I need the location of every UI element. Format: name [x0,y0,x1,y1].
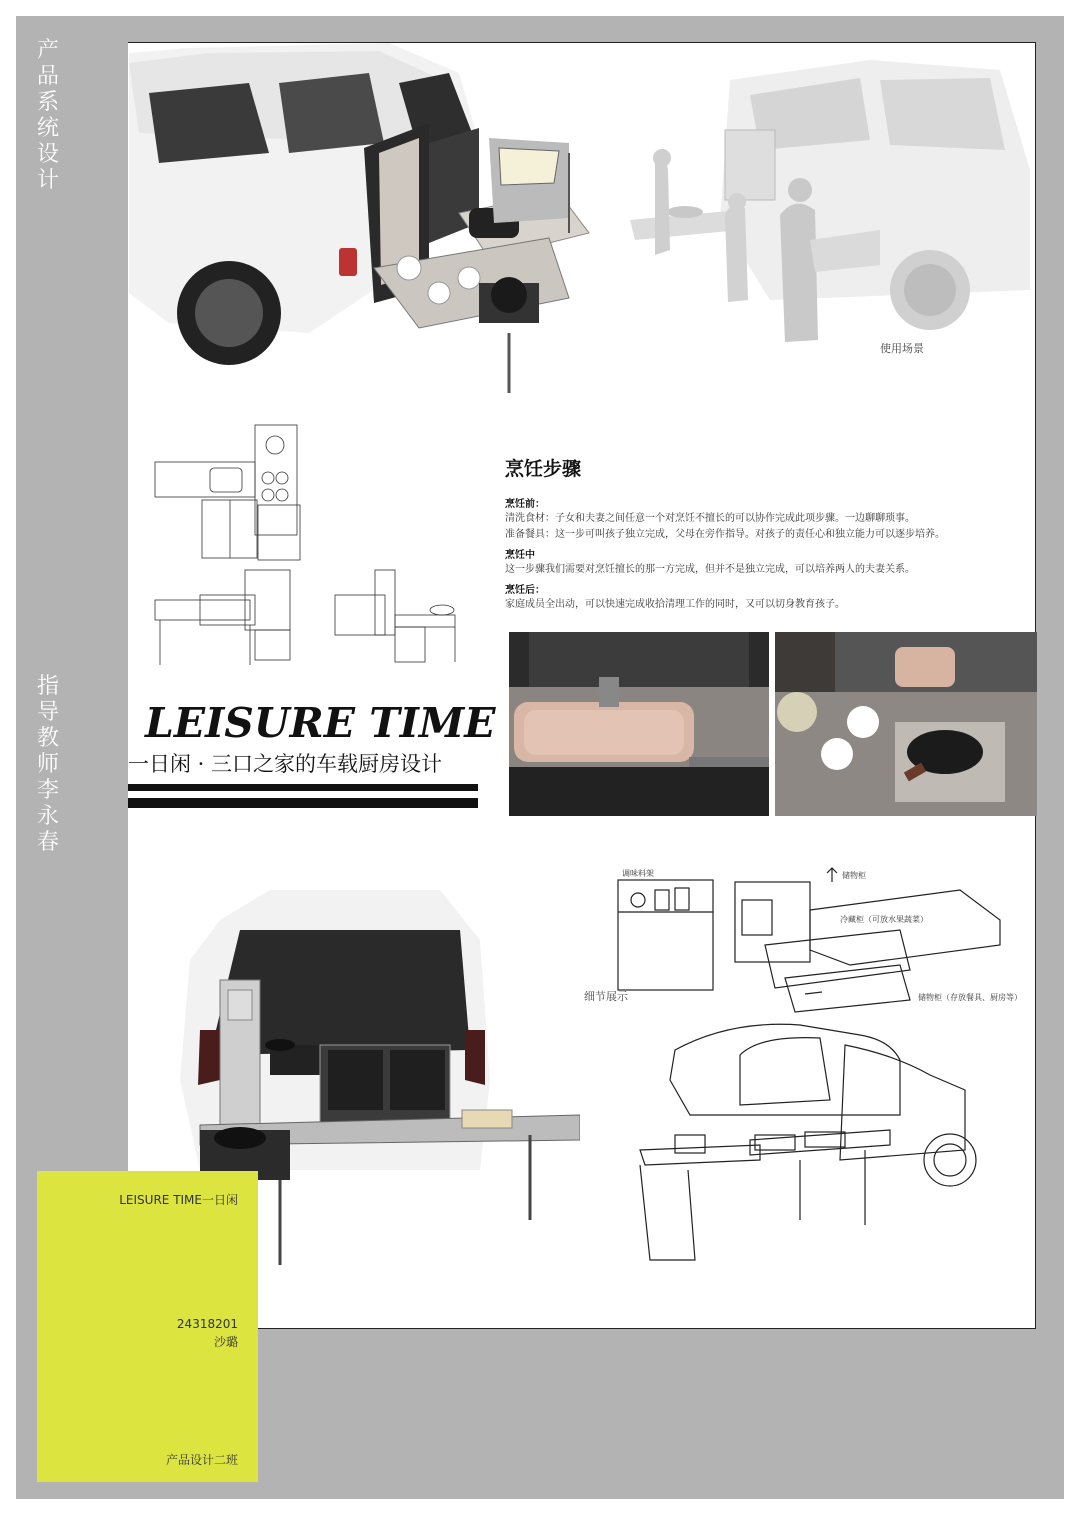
sketch-note-cabinet: 储物柜（存放餐具、厨房等） [918,993,1022,1002]
teacher-char: 永 [36,804,59,829]
teacher-vertical-title [34,674,62,856]
brand-subtitle: 一日闲 · 三口之家的车载厨房设计 [128,752,443,776]
stove-detail-photo [775,632,1037,816]
suv-kitchen-render [129,43,599,403]
course-char: 品 [36,64,59,89]
sketch-note-storage: 储物柜 [842,871,866,880]
project-title: LEISURE TIME一日闲 [119,1193,238,1207]
student-name: 沙璐 [213,1335,238,1349]
teacher-char: 指 [36,674,59,699]
info-card [37,1171,258,1482]
during-text: 这一步骤我们需要对烹饪擅长的那一方完成，但并不是独立完成，可以培养两人的夫妻关系。 [505,564,915,575]
decor-bar [128,798,478,808]
student-id: 24318201 [176,1317,238,1331]
course-vertical-title [34,38,62,194]
teacher-char: 教 [36,726,59,751]
sink-detail-photo [509,632,769,816]
after-text: 家庭成员全出动，可以快速完成收拾清理工作的同时，又可以切身教育孩子。 [505,599,845,610]
before-title: 烹饪前： [505,499,545,510]
teacher-char: 师 [36,752,59,777]
course-char: 统 [36,116,59,141]
decor-bar [128,784,478,791]
scene-caption: 使用场景 [880,342,924,355]
sketch-note-fridge: 冷藏柜（可放水果蔬菜） [840,915,928,924]
during-title: 烹饪中 [505,550,535,561]
orthographic-drawings [150,420,470,670]
teacher-char: 导 [36,700,59,725]
sheet-border-bottom [128,1328,1036,1329]
class-name: 产品设计二班 [165,1453,238,1467]
before-text-2: 准备餐具：这一步可叫孩子独立完成，父母在旁作指导。对孩子的责任心和独立能力可以逐步培养。 [505,529,945,540]
detail-sketches [600,860,1035,1270]
sketch-note-spice: 调味料架 [622,869,654,878]
steps-heading: 烹饪步骤 [505,458,582,480]
course-char: 系 [36,90,59,115]
brand-title: LEISURE TIME [145,699,496,747]
teacher-char: 李 [36,778,59,803]
cooking-steps [505,454,1025,613]
course-char: 产 [36,38,59,63]
before-text-1: 清洗食材：子女和夫妻之间任意一个对烹饪不擅长的可以协作完成此项步骤。一边聊聊琐事。 [505,513,915,524]
teacher-char: 春 [36,830,59,855]
course-char: 设 [36,142,59,167]
detail-label: 细节展示 [584,990,628,1003]
brand-title-block [145,699,496,747]
after-title: 烹饪后： [505,585,545,596]
usage-scene-render [610,50,1035,350]
course-char: 计 [36,168,59,193]
